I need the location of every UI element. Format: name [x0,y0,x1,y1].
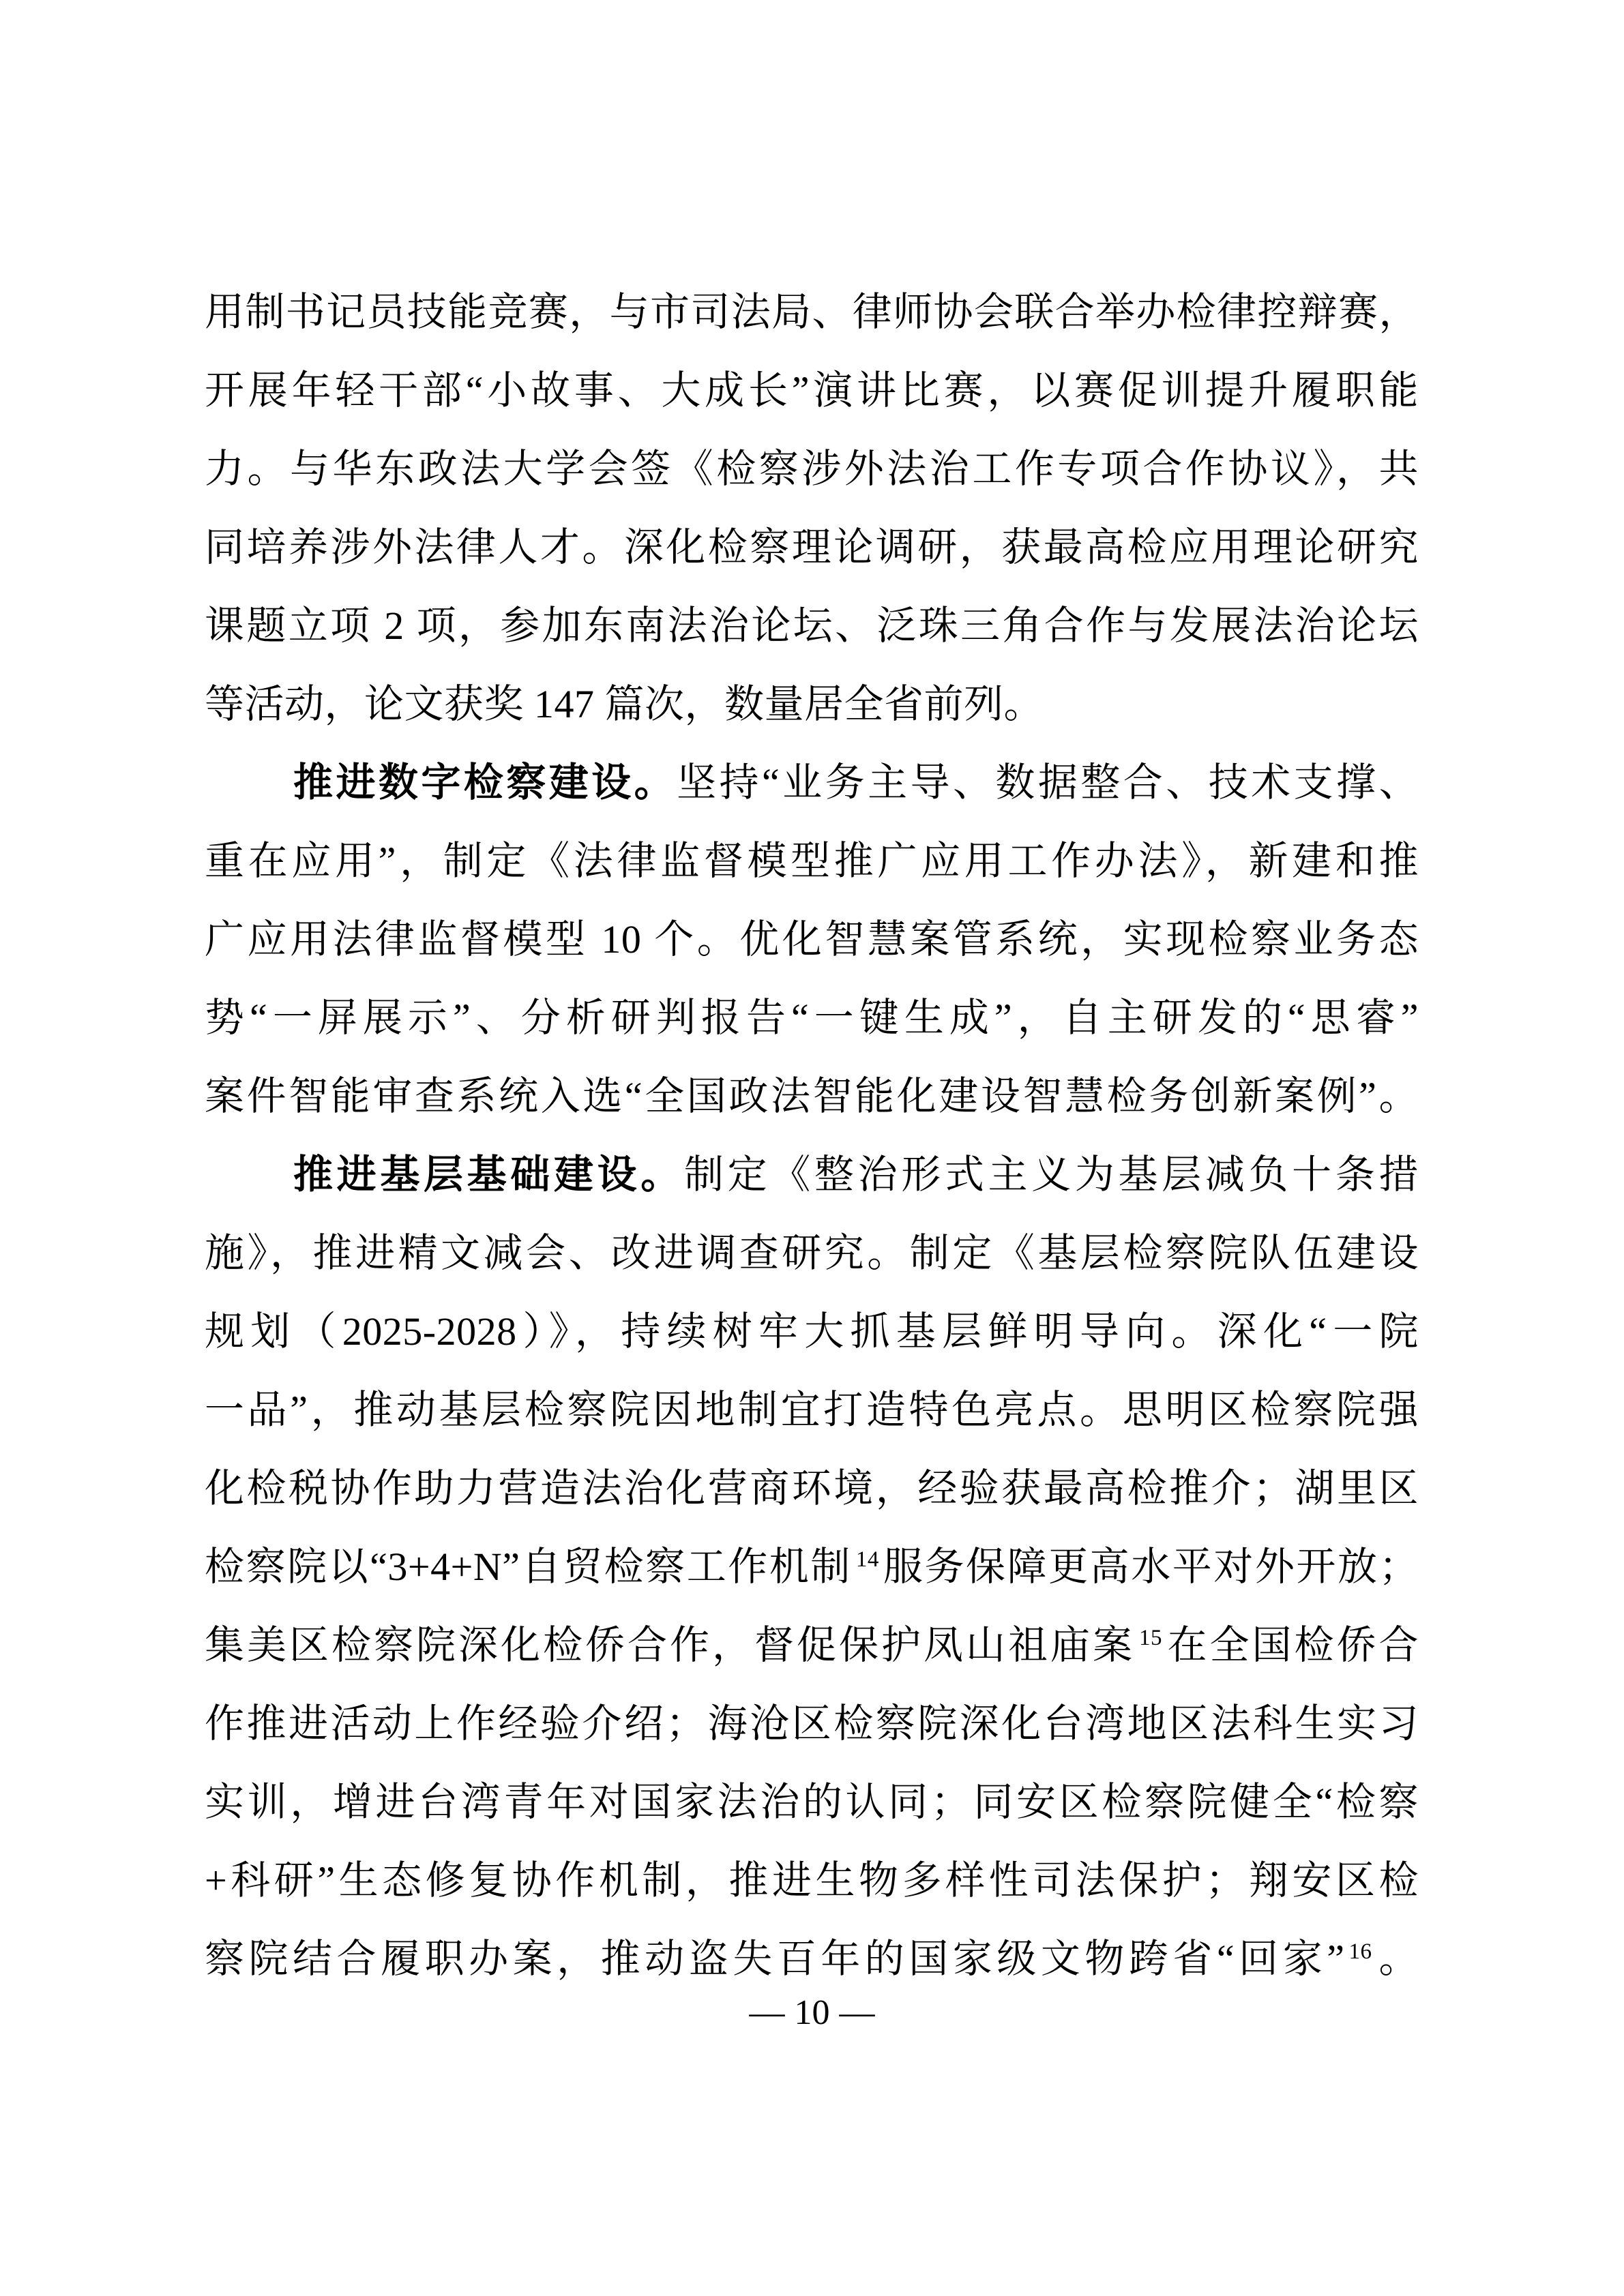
footer-dash-left: — [749,1993,785,2032]
text-line-10 [205,979,1419,1057]
text-run: 课题立项 2 项，参加东南法治论坛、泛珠三角合作与发展法治论坛 [205,603,1419,648]
text-run: 案件智能审查系统入选“全国政法智能化建设智慧检务创新案例”。 [205,1074,1419,1118]
text-run: 察院结合履职办案，推动盗失百年的国家级文物跨省“回家” [205,1937,1345,1981]
text-run: 制定《整治形式主义为基层减负十条措 [683,1152,1419,1197]
text-run: 在全国检侨合 [1164,1623,1419,1667]
text-run: 同培养涉外法律人才。深化检察理论调研，获最高检应用理论研究 [205,525,1419,569]
text-run: 等活动，论文获奖 147 篇次，数量居全省前列。 [205,682,1044,726]
text-line-21 [205,1841,1419,1920]
text-run: 用制书记员技能竞赛，与市司法局、律师协会联合举办检律控辩赛， [205,290,1419,334]
page-footer [0,1993,1624,2033]
text-line-17 [205,1527,1419,1606]
text-line-9 [205,900,1419,979]
text-run: 检察院以“3+4+N”自贸检察工作机制 [205,1545,852,1589]
text-line-12 [205,1135,1419,1214]
text-line-4 [205,508,1419,586]
footer-dash-right: — [839,1993,875,2032]
text-line-22 [205,1920,1419,1998]
text-line-6 [205,665,1419,743]
text-run: 规划（2025-2028）》，持续树牢大抓基层鲜明导向。深化“一院 [205,1309,1419,1354]
text-line-14 [205,1292,1419,1371]
text-run: 。 [1374,1937,1419,1981]
text-run: +科研”生态修复协作机制，推进生物多样性司法保护；翔安区检 [205,1858,1419,1903]
text-run: 一品”，推动基层检察院因地制宜打造特色亮点。思明区检察院强 [205,1388,1419,1432]
text-line-18 [205,1606,1419,1684]
page-number: 10 [794,1993,830,2032]
text-run: 服务保障更高水平对外开放； [881,1545,1419,1589]
text-line-5 [205,586,1419,665]
text-line-8 [205,822,1419,900]
text-line-20 [205,1763,1419,1841]
paragraph-heading-run: 推进数字检察建设。 [293,760,677,805]
footnote-ref: 15 [1138,1626,1162,1650]
footnote-ref: 16 [1348,1939,1372,1964]
text-block [205,273,1419,1998]
text-run: 实训，增进台湾青年对国家法治的认同；同安区检察院健全“检察 [205,1780,1419,1824]
text-run: 作推进活动上作经验介绍；海沧区检察院深化台湾地区法科生实习 [205,1701,1419,1746]
text-line-16 [205,1449,1419,1527]
text-line-1 [205,273,1419,351]
text-line-19 [205,1684,1419,1763]
text-run: 坚持“业务主导、数据整合、技术支撑、 [677,760,1419,805]
paragraph-heading-run: 推进基层基础建设。 [293,1152,684,1197]
text-run: 开展年轻干部“小故事、大成长”演讲比赛，以赛促训提升履职能 [205,368,1419,413]
footnote-ref: 14 [855,1547,879,1572]
text-line-3 [205,430,1419,508]
text-line-7 [205,743,1419,822]
text-line-15 [205,1371,1419,1449]
text-run: 重在应用”，制定《法律监督模型推广应用工作办法》，新建和推 [205,839,1419,883]
text-run: 化检税协作助力营造法治化营商环境，经验获最高检推介；湖里区 [205,1466,1419,1510]
text-line-13 [205,1214,1419,1292]
text-line-2 [205,351,1419,430]
text-run: 势“一屏展示”、分析研判报告“一键生成”，自主研发的“思睿” [205,996,1419,1040]
text-run: 集美区检察院深化检侨合作，督促保护凤山祖庙案 [205,1623,1135,1667]
text-run: 施》，推进精文减会、改进调查研究。制定《基层检察院队伍建设 [205,1231,1419,1275]
text-line-11 [205,1057,1419,1135]
text-run: 广应用法律监督模型 10 个。优化智慧案管系统，实现检察业务态 [205,917,1419,961]
text-run: 力。与华东政法大学会签《检察涉外法治工作专项合作协议》，共 [205,447,1419,491]
